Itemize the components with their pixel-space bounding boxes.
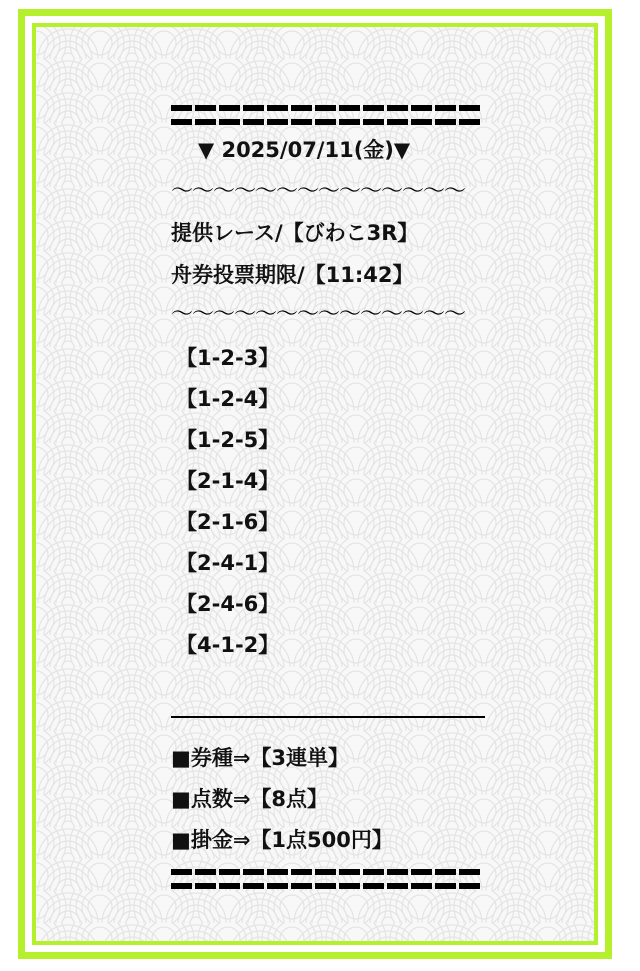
- inner-frame: [32, 23, 598, 945]
- stake-line: ■掛金⇒【1点500円】: [171, 828, 393, 852]
- pick-item: 【2-1-6】: [176, 510, 280, 534]
- outer-frame: [18, 9, 612, 959]
- pick-item: 【1-2-4】: [176, 387, 280, 411]
- points-line: ■点数⇒【8点】: [171, 787, 329, 811]
- pick-item: 【1-2-3】: [176, 346, 280, 370]
- pick-item: 【2-1-4】: [176, 469, 280, 493]
- race-line: 提供レース/【びわこ3R】: [171, 221, 419, 245]
- pick-item: 【2-4-1】: [176, 551, 280, 575]
- horizontal-divider: [171, 716, 485, 718]
- pick-item: 【4-1-2】: [176, 633, 280, 657]
- pick-item: 【2-4-6】: [176, 592, 280, 616]
- prediction-card: [36, 27, 594, 941]
- bottom-double-bar: [171, 869, 483, 889]
- wave-divider-bottom: 〜〜〜〜〜〜〜〜〜〜〜〜〜〜: [171, 305, 466, 325]
- wave-divider-top: 〜〜〜〜〜〜〜〜〜〜〜〜〜〜: [171, 182, 466, 202]
- date-line: ▼ 2025/07/11(金)▼: [198, 138, 411, 162]
- top-double-bar: [171, 105, 483, 125]
- pick-item: 【1-2-5】: [176, 428, 280, 452]
- deadline-line: 舟券投票期限/【11:42】: [171, 263, 414, 287]
- bet-type-line: ■券種⇒【3連単】: [171, 746, 350, 770]
